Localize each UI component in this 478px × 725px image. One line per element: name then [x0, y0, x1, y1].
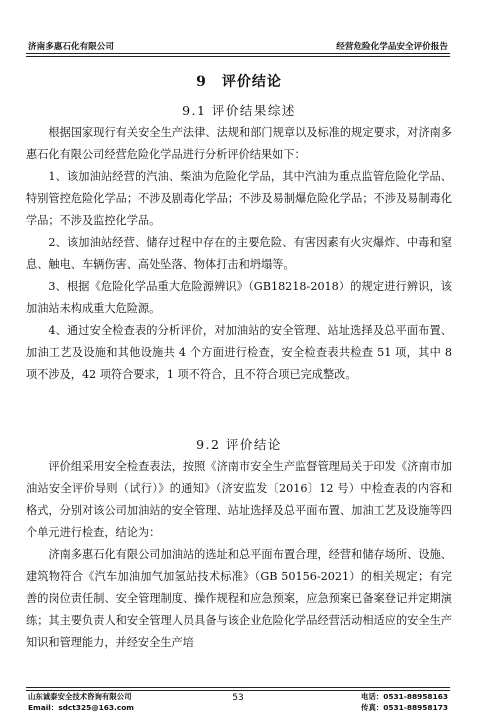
section-title-9-1: 9.1 评价结果综述 — [182, 103, 296, 118]
footer-rule — [26, 687, 450, 688]
header-company: 济南多惠石化有限公司 — [28, 42, 114, 52]
header-rule — [26, 53, 450, 54]
section-9-1-body — [26, 122, 452, 386]
page-header — [28, 36, 448, 52]
paragraph: 4、通过安全检查表的分析评价，对加油站的安全管理、站址选择及总平面布置、加油工艺及设施和其他设施共 4 个方面进行检查，安全检查表共检查 51 项，其中 8 项不涉及，42 项符合要求，1 项不符合，且不符合项已完成整改。 — [26, 324, 452, 381]
footer-phone: 电话：0531-88958163 — [361, 692, 448, 701]
section-title-9-2: 9.2 评价结论 — [196, 437, 282, 452]
header-report-title: 经营危险化学品安全评价报告 — [336, 42, 448, 52]
page-number: 53 — [232, 693, 244, 703]
paragraph: 2、该加油站经营、储存过程中存在的主要危险、有害因素有火灾爆炸、中毒和窒息、触电、车辆伤害、高处坠落、物体打击和坍塌等。 — [26, 236, 452, 271]
section-9-2-body — [26, 456, 452, 654]
footer-contact-right — [361, 691, 448, 713]
paragraph: 1、该加油站经营的汽油、柴油为危险化学品，其中汽油为重点监管危险化学品、特别管控危险化学品；不涉及剧毒化学品；不涉及易制爆危险化学品；不涉及易制毒化学品；不涉及监控化学品。 — [26, 170, 452, 227]
header-rule-thin — [26, 56, 450, 57]
paragraph: 3、根据《危险化学品重大危险源辨识》（GB18218-2018）的规定进行辨识，该加油站未构成重大危险源。 — [26, 280, 452, 315]
paragraph: 根据国家现行有关安全生产法律、法规和部门规章以及标准的规定要求，对济南多惠石化有限公司经营危险化学品进行分析评价结果如下： — [26, 126, 452, 161]
footer-company: 山东诚泰安全技术咨询有限公司 — [28, 692, 132, 701]
footer-email: Email：sdct325@163.com — [28, 703, 135, 712]
chapter-title: 9 评价结论 — [196, 74, 282, 90]
footer-fax: 传真：0531-88958173 — [361, 703, 448, 712]
paragraph: 济南多惠石化有限公司加油站的选址和总平面布置合理，经营和储存场所、设施、建筑物符合《汽车加油加气加氢站技术标准》（GB 50156-2021）的相关规定；有完善的岗位责任制、安全管理制度、操作规程和应急预案，应急预案已备案登记并定期演练；其主要负责人和安全管理人员具备与该企业危险化学品经营活动相适应的安全生产知识和管理能力，并经安全生产培 — [26, 548, 452, 649]
paragraph: 评价组采用安全检查表法，按照《济南市安全生产监督管理局关于印发《济南市加油站安全评价导则（试行）》的通知》（济安监发〔2016〕12 号）中检查表的内容和格式，分别对该公司加油站的安全管理、站址选择及总平面布置、加油工艺及设施等四个单元进行检查，结论为： — [26, 460, 452, 539]
